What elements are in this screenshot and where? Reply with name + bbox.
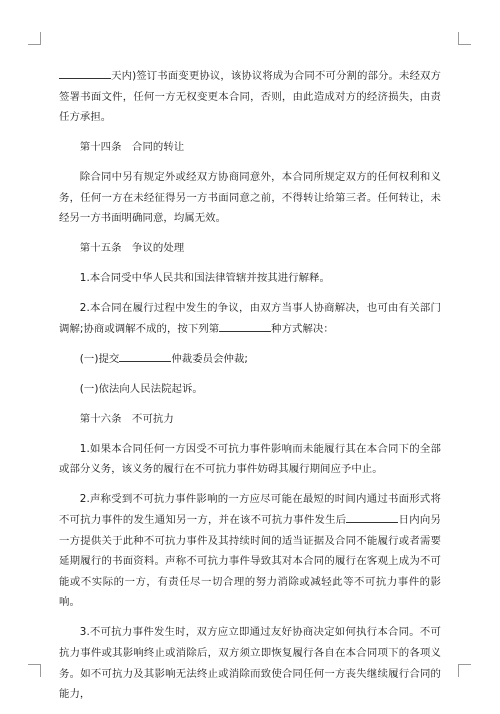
heading-article-16 xyxy=(59,409,441,430)
blank-days xyxy=(59,67,111,79)
paragraph-text: 种方式解决： xyxy=(271,322,334,335)
paragraph-text: 1.如果本合同任何一方因受不可抗力事件影响而未能履行其在本合同下的全部或部分义务，该义务的履行在不可抗力事件妨碍其履行期间应予中止。 xyxy=(59,442,441,476)
paragraph-text: 日内向另一方提供关于此种不可抗力事件及其持续时间的适当证据及合同不能履行或者需要延期履行的书面资料。声称不可抗力事件导致其对本合同的履行在客观上成为不可能或不实际的一方，有责任尽一切合理的努力消除或减轻此等不可抗力事件的影响。 xyxy=(59,514,441,609)
blank-method-number xyxy=(219,320,271,332)
paragraph-text: 3.不可抗力事件发生时，双方应立即通过友好协商决定如何执行本合同。不可抗力事件或其影响终止或消除后，双方须立即恢复履行各自在本合同项下的各项义务。如不可抗力及其影响无法终止或消除而致使合同任何一方丧失继续履行合同的能力， xyxy=(59,626,441,701)
paragraph-arbitration-option xyxy=(59,349,441,370)
paragraph-force-majeure-3 xyxy=(59,622,441,704)
paragraph-force-majeure-1 xyxy=(59,439,441,480)
paragraph-force-majeure-2 xyxy=(59,489,441,613)
crop-mark-bottom-right xyxy=(458,664,471,677)
heading-article-14 xyxy=(59,137,441,158)
paragraph-text: 2.声称受到不可抗力事件影响的一方应尽可能在最短的时间内通过书面形式将不可抗力事件的发生通知另一方，并在该不可抗力事件发生后 xyxy=(59,493,441,526)
blank-notice-days xyxy=(346,511,398,523)
paragraph-text: 仲裁委员会仲裁; xyxy=(171,352,248,365)
paragraph-text: 2.本合同在履行过程中发生的争议，由双方当事人协商解决，也可由有关部门调解;协商或调解不成的，按下列第 xyxy=(59,302,441,335)
paragraph-amendment-continued xyxy=(59,66,441,128)
crop-mark-bottom-left xyxy=(28,664,41,677)
heading-text: 第十六条 不可抗力 xyxy=(79,412,174,425)
document-body xyxy=(59,66,441,714)
paragraph-assignment xyxy=(59,167,441,229)
crop-mark-top-right xyxy=(458,32,471,45)
paragraph-governing-law xyxy=(59,268,441,289)
heading-text: 第十五条 争议的处理 xyxy=(79,242,185,255)
paragraph-litigation-option xyxy=(59,379,441,400)
paragraph-text: 除合同中另有规定外或经双方协商同意外，本合同所规定双方的任何权利和义务，任何一方在未经征得另一方书面同意之前，不得转让给第三者。任何转让，未经另一方书面明确同意，均属无效。 xyxy=(59,171,441,225)
crop-mark-top-left xyxy=(28,32,41,45)
paragraph-text: (一)依法向人民法院起诉。 xyxy=(79,382,203,395)
paragraph-text: 天内)签订书面变更协议，该协议将成为合同不可分割的部分。未经双方签署书面文件，任何一方无权变更本合同，否则，由此造成对方的经济损失，由责任方承担。 xyxy=(59,70,441,124)
blank-arbitration-commission xyxy=(119,350,171,362)
paragraph-dispute-resolution xyxy=(59,298,441,339)
heading-article-15 xyxy=(59,238,441,259)
heading-text: 第十四条 合同的转让 xyxy=(79,141,185,154)
paragraph-text: 1.本合同受中华人民共和国法律管辖并按其进行解释。 xyxy=(79,272,330,285)
paragraph-text: (一)提交 xyxy=(79,352,120,365)
